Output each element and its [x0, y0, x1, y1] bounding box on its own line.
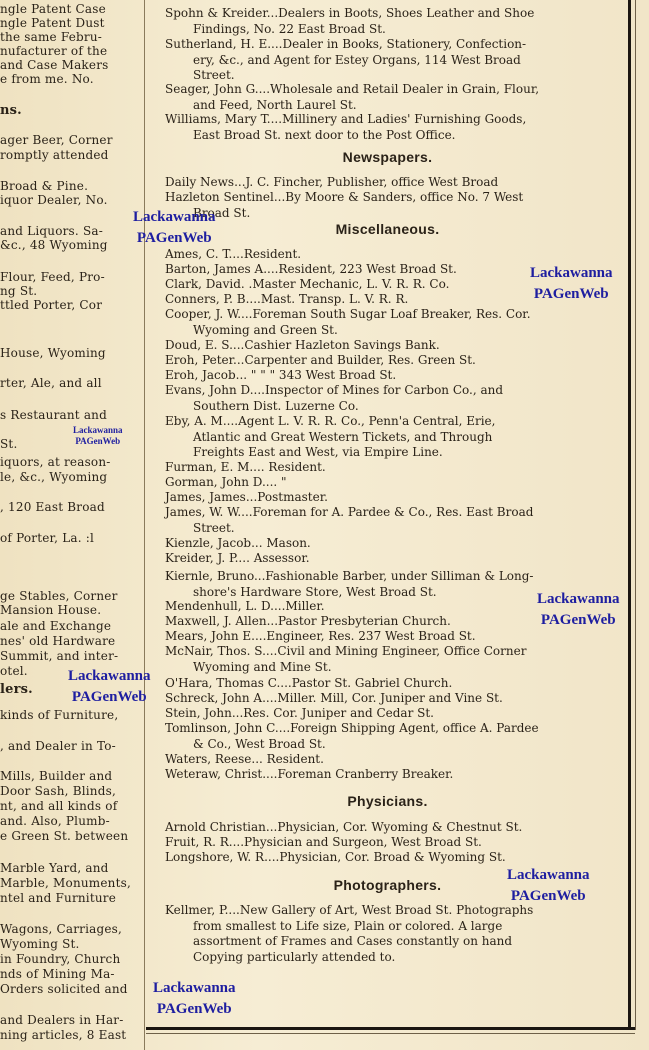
text-line-fragment: ngle Patent Case [0, 2, 106, 16]
entry-continuation-line: Southern Dist. Luzerne Co. [193, 398, 359, 413]
entry-continuation-line: ery, &c., and Agent for Estey Organs, 114 West Broad [193, 52, 521, 67]
text-line-fragment: e from me. No. [0, 72, 94, 86]
entry-first-line: James, W. W....Foreman for A. Pardee & Co., Res. East Broad [165, 505, 534, 519]
text-line-fragment: Flour, Feed, Pro- [0, 270, 105, 284]
text-line-fragment: e Green St. between [0, 829, 129, 843]
text-line-fragment: nufacturer of the [0, 44, 108, 58]
entry-first-line: Kiernle, Bruno...Fashionable Barber, under Silliman & Long- [165, 569, 534, 583]
text-line-fragment: ning articles, 8 East [0, 1028, 127, 1042]
text-line-fragment: ge Stables, Corner [0, 589, 118, 603]
text-line-fragment: Door Sash, Blinds, [0, 784, 116, 798]
entry-first-line: Kienzle, Jacob... Mason. [165, 536, 311, 550]
watermark-line: Lackawanna [530, 265, 613, 281]
text-line-fragment: in Foundry, Church [0, 952, 121, 966]
text-line-fragment: ngle Patent Dust [0, 16, 105, 30]
text-line-fragment: ng St. [0, 284, 38, 298]
entry-first-line: Ames, C. T....Resident. [165, 247, 302, 261]
entry-first-line: Waters, Reese... Resident. [165, 752, 324, 766]
watermark [537, 589, 620, 631]
watermark [73, 425, 123, 447]
entry-continuation-line: Findings, No. 22 East Broad St. [193, 21, 386, 36]
entry-first-line: Mendenhull, L. D....Miller. [165, 599, 325, 613]
watermark-line: Lackawanna [73, 425, 123, 435]
directory-entry [165, 767, 610, 783]
entry-first-line: Longshore, W. R....Physician, Cor. Broad & Wyoming St. [165, 850, 506, 864]
entry-continuation-line: Street. [193, 520, 235, 535]
entry-first-line: Kellmer, P....New Gallery of Art, West Broad St. Photographs [165, 903, 534, 917]
entry-continuation-line: shore's Hardware Store, West Broad St. [193, 584, 437, 599]
entry-first-line: Stein, John...Res. Cor. Juniper and Cedar St. [165, 706, 434, 720]
directory-entry [165, 706, 610, 722]
text-line-fragment: Broad & Pine. [0, 179, 89, 193]
directory-entry [165, 247, 610, 263]
entry-continuation-line: Freights East and West, via Empire Line. [193, 445, 443, 459]
entry-first-line: Arnold Christian...Physician, Cor. Wyoming & Chestnut St. [165, 820, 523, 834]
entry-continuation-line: Copying particularly attended to. [193, 949, 396, 964]
directory-entry [165, 629, 610, 645]
text-line-fragment: , 120 East Broad [0, 500, 105, 514]
entry-continuation-line: & Co., West Broad St. [193, 736, 326, 751]
text-line-fragment: ale and Exchange [0, 619, 112, 633]
section-heading: Miscellaneous. [335, 221, 440, 237]
watermark-line: PAGenWeb [136, 230, 212, 246]
text-line-fragment: House, Wyoming [0, 346, 106, 360]
text-line-fragment: Mills, Builder and [0, 769, 113, 783]
text-line-fragment: kinds of Furniture, [0, 708, 119, 722]
watermark-line: PAGenWeb [75, 436, 121, 446]
page-frame-bottom [146, 1027, 635, 1030]
watermark-line: PAGenWeb [540, 612, 616, 628]
entry-first-line: Cooper, J. W....Foreman South Sugar Loaf Breaker, Res. Cor. [165, 307, 531, 321]
directory-entry [165, 175, 610, 191]
entry-first-line: O'Hara, Thomas C....Pastor St. Gabriel Church. [165, 676, 453, 690]
text-line-fragment: and Liquors. Sa- [0, 224, 103, 238]
text-line-fragment: , and Dealer in To- [0, 739, 116, 753]
directory-entry [165, 536, 610, 552]
text-line-fragment: s Restaurant and [0, 408, 107, 422]
directory-entry [165, 190, 610, 221]
watermark-line: Lackawanna [133, 209, 216, 225]
directory-entry [165, 835, 610, 851]
text-line-fragment: Mansion House. [0, 603, 102, 617]
page-frame-bottom-inner [146, 1033, 635, 1034]
text-line-fragment: Summit, and inter- [0, 649, 119, 663]
entry-first-line: Gorman, John D.... " [165, 475, 287, 489]
entry-first-line: Evans, John D....Inspector of Mines for Carbon Co., and [165, 383, 504, 397]
column-divider [144, 0, 145, 1050]
entry-continuation-line: East Broad St. next door to the Post Office. [193, 127, 456, 142]
directory-entry [165, 383, 610, 414]
entry-first-line: Weteraw, Christ....Foreman Cranberry Breaker. [165, 767, 454, 781]
entry-first-line: Furman, E. M.... Resident. [165, 460, 326, 474]
entry-first-line: James, James...Postmaster. [165, 490, 328, 504]
text-line-fragment: Marble Yard, and [0, 861, 109, 875]
page-frame-right [628, 0, 631, 1030]
directory-entry [165, 353, 610, 369]
entry-first-line: Schreck, John A....Miller. Mill, Cor. Juniper and Vine St. [165, 691, 503, 705]
text-line-fragment: otel. [0, 664, 28, 678]
directory-entry [165, 368, 610, 384]
entry-continuation-line: from smallest to Life size, Plain or colored. A large [193, 918, 503, 933]
section-heading-fragment: ns. [0, 103, 22, 118]
entry-first-line: Kreider, J. P.... Assessor. [165, 551, 310, 565]
section-heading: Photographers. [333, 877, 442, 893]
text-line-fragment: Wagons, Carriages, [0, 922, 123, 936]
text-line-fragment: le, &c., Wyoming [0, 470, 108, 484]
directory-entry [165, 676, 610, 692]
entry-first-line: Sutherland, H. E....Dealer in Books, Stationery, Confection- [165, 37, 527, 51]
directory-entry [165, 505, 610, 536]
entry-first-line: Eroh, Peter...Carpenter and Builder, Res. Green St. [165, 353, 476, 367]
text-line-fragment: nes' old Hardware [0, 634, 116, 648]
text-line-fragment: Marble, Monuments, [0, 876, 132, 890]
section-heading: Newspapers. [342, 149, 433, 165]
text-line-fragment: nt, and all kinds of [0, 799, 118, 813]
entry-first-line: Fruit, R. R....Physician and Surgeon, West Broad St. [165, 835, 482, 849]
watermark-line: PAGenWeb [533, 286, 609, 302]
text-line-fragment: Wyoming St. [0, 937, 80, 951]
entry-first-line: Tomlinson, John C....Foreign Shipping Agent, office A. Pardee [165, 721, 539, 735]
entry-first-line: Clark, David. .Master Mechanic, L. V. R. R. Co. [165, 277, 450, 291]
directory-entry [165, 752, 610, 768]
directory-entry [165, 414, 610, 461]
text-line-fragment: and. Also, Plumb- [0, 814, 110, 828]
watermark [153, 978, 236, 1020]
watermark [68, 666, 151, 708]
left-column-cropped [0, 0, 140, 1050]
page-frame-right-inner [635, 0, 636, 1030]
watermark [507, 865, 590, 907]
entry-first-line: Spohn & Kreider...Dealers in Boots, Shoes Leather and Shoe [165, 6, 535, 20]
entry-first-line: McNair, Thos. S....Civil and Mining Engineer, Office Corner [165, 644, 527, 658]
directory-entry [165, 691, 610, 707]
directory-entry [165, 475, 610, 491]
directory-entry [165, 112, 610, 143]
text-line-fragment: the same Febru- [0, 30, 103, 44]
text-line-fragment: &c., 48 Wyoming [0, 238, 108, 252]
watermark-line: Lackawanna [537, 591, 620, 607]
watermark-line: PAGenWeb [510, 888, 586, 904]
directory-entry [165, 460, 610, 476]
text-line-fragment: ntel and Furniture [0, 891, 117, 905]
entry-first-line: Williams, Mary T....Millinery and Ladies' Furnishing Goods, [165, 112, 527, 126]
text-line-fragment: nds of Mining Ma- [0, 967, 115, 981]
entry-continuation-line: Wyoming and Green St. [193, 322, 338, 337]
directory-entry [165, 551, 610, 567]
directory-entry [165, 6, 610, 37]
text-line-fragment: ttled Porter, Cor [0, 298, 103, 312]
section-heading-fragment: lers. [0, 682, 33, 697]
entry-continuation-line: Wyoming and Mine St. [193, 659, 332, 674]
text-line-fragment: St. [0, 437, 18, 451]
watermark [133, 207, 216, 249]
entry-first-line: Doud, E. S....Cashier Hazleton Savings Bank. [165, 338, 440, 352]
watermark-line: Lackawanna [153, 980, 236, 996]
directory-entry [165, 721, 610, 752]
text-line-fragment: iquor Dealer, No. [0, 193, 108, 207]
entry-first-line: Hazleton Sentinel...By Moore & Sanders, office No. 7 West [165, 190, 524, 204]
text-line-fragment: and Dealers in Har- [0, 1013, 124, 1027]
directory-entry [165, 644, 610, 675]
text-line-fragment: Orders solicited and [0, 982, 128, 996]
entry-continuation-line: and Feed, North Laurel St. [193, 97, 357, 112]
directory-entry [165, 37, 610, 84]
entry-first-line: Seager, John G....Wholesale and Retail Dealer in Grain, Flour, [165, 82, 540, 96]
watermark-line: PAGenWeb [156, 1001, 232, 1017]
entry-continuation-line: Street. [193, 68, 235, 82]
entry-first-line: Conners, P. B....Mast. Transp. L. V. R. R. [165, 292, 409, 306]
text-line-fragment: and Case Makers [0, 58, 109, 72]
text-line-fragment: ager Beer, Corner [0, 133, 113, 147]
entry-first-line: Maxwell, J. Allen...Pastor Presbyterian Church. [165, 614, 451, 628]
directory-entry [165, 307, 610, 338]
directory-entry [165, 850, 610, 866]
directory-entry [165, 82, 610, 113]
text-line-fragment: iquors, at reason- [0, 455, 111, 469]
text-line-fragment: rter, Ale, and all [0, 376, 102, 390]
entry-continuation-line: assortment of Frames and Cases constantly on hand [193, 934, 513, 948]
text-line-fragment: of Porter, La. :l [0, 531, 95, 545]
watermark [530, 263, 613, 305]
entry-continuation-line: Atlantic and Great Western Tickets, and Through [193, 429, 493, 444]
directory-entry [165, 903, 610, 965]
text-line-fragment: romptly attended [0, 148, 109, 162]
entry-first-line: Eroh, Jacob... " " " 343 West Broad St. [165, 368, 397, 382]
entry-continuation-line: Broad St. [193, 205, 251, 220]
directory-entry [165, 490, 610, 506]
section-heading: Physicians. [347, 793, 428, 809]
watermark-line: PAGenWeb [71, 689, 147, 705]
entry-first-line: Eby, A. M....Agent L. V. R. R. Co., Penn'a Central, Erie, [165, 414, 496, 428]
directory-entry [165, 338, 610, 354]
watermark-line: Lackawanna [507, 867, 590, 883]
entry-first-line: Mears, John E....Engineer, Res. 237 West Broad St. [165, 629, 476, 643]
entry-first-line: Barton, James A....Resident, 223 West Broad St. [165, 262, 457, 276]
directory-entry [165, 820, 610, 836]
watermark-line: Lackawanna [68, 668, 151, 684]
entry-first-line: Daily News...J. C. Fincher, Publisher, office West Broad [165, 175, 499, 189]
